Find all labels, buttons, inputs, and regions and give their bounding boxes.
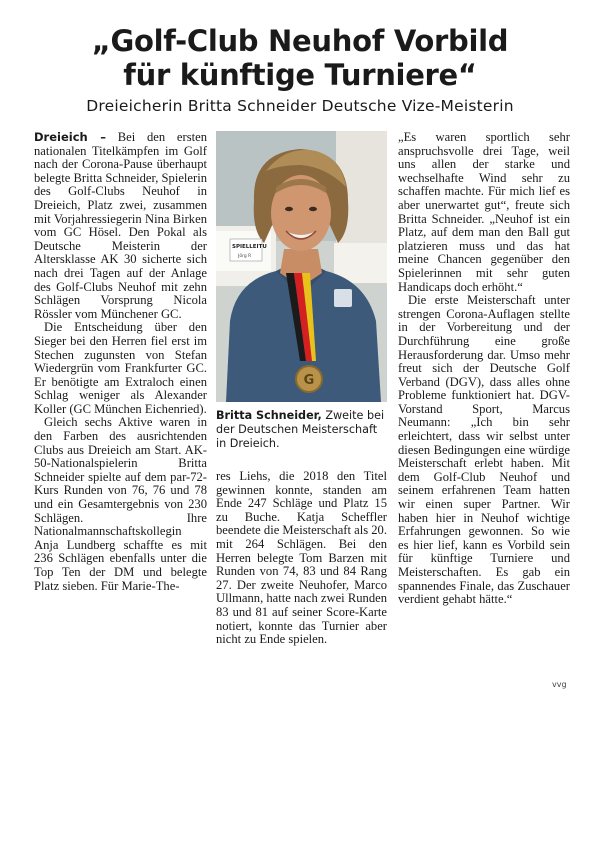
badge-text: SPIELLEITU: [232, 244, 267, 250]
dateline: Dreieich –: [34, 130, 107, 144]
headline-line-1: „Golf-Club Neuhof Vorbild: [91, 24, 509, 58]
badge-text-2: Jörg R: [238, 254, 252, 259]
photo-britta-schneider: [216, 131, 387, 402]
svg-text:G: G: [303, 373, 315, 388]
paragraph: res Liehs, die 2018 den Titel gewinnen konnte, standen am Ende 247 Schläge und Platz 15 zu Buche. Katja Scheffler beendete die Meisterschaft als 20. mit 264 Schlägen. Bei den Herren belegte Tom Barzen mit Runden von 74, 83 und 84 Rang 27. Der zweite Neuhofer, Marco Ullmann, hatte nach zwei Runden 83 und 81 auf seiner Score-Karte notiert, konnte das Turnier aber nicht zu Ende spielen.: [216, 469, 388, 647]
article-column-2: [216, 470, 387, 647]
photo-caption: [216, 409, 387, 451]
headline-line-2: für künftige Turniere“: [123, 58, 477, 92]
portrait-illustration: [216, 131, 387, 402]
article-column-3: [398, 131, 570, 607]
headline: [40, 24, 560, 92]
paragraph: Die Entscheidung über den Sieger bei den Herren fiel erst im Stechen zugunsten von Stefan Wiedergrün vom Frankfurter GC. Er benötigte am Extraloch einen Schlag weniger als Alexander Koller (GC München Eichenried).: [34, 320, 207, 416]
article-column-1: [34, 131, 207, 593]
paragraph: „Es waren sportlich sehr anspruchsvolle drei Tage, weil uns allen der starke und wechselhafte Wind sehr zu schaffen machte. Für mich lief es aber unerwartet gut“, freute sich Britta Schneider. „Neuhof ist ein Platz, auf dem man den Ball gut platzieren muss und das hat meine Chancen gegenüber den Spielerinnen mit sehr guten Handicaps doch erhöht.“: [398, 130, 570, 294]
paragraph: [34, 131, 207, 321]
paragraph: Die erste Meisterschaft unter strengen Corona-Auflagen stellte in der Vorbereitung und der Durchführung eine große Herausforderung dar. Umso mehr freut sich der Deutsche Golf Verband (DGV), dass alles ohne Probleme funktioniert hat. DGV-Vorstand Sport, Marcus Neumann: „Ich bin sehr erleichtert, dass wir selbst unter diesen Bedingungen eine würdige Meisterschaft erlebt haben. Mit dem Golf-Club Neuhof und seinem erfahrenen Team hatten wir einen super Partner. Wir haben hier in Neuhof wichtige Erfahrungen gewonnen. So wie es hier lief, kann es Vorbild sein für künftige Turniere und Meisterschaften. Es gab ein spannendes Finale, das Zuschauer verdient gehabt hätte.“: [398, 293, 570, 607]
caption-text: Zweite bei der Deutschen Meisterschaft in Dreieich.: [216, 409, 385, 450]
subheadline: Dreieicherin Britta Schneider Deutsche Vize-Meisterin: [86, 97, 514, 115]
author-credit: vvg: [552, 680, 567, 689]
paragraph: Gleich sechs Aktive waren in den Farben des ausrichtenden Clubs aus Dreieich am Start. AK-50-Nationalspielerin Britta Schneider spielte auf dem par-72-Kurs Runden von 76, 76 und 78 und ein Gesamtergebnis von 230 Schlägen. Ihre Nationalmannschaftskollegin Anja Lundberg schaffte es mit 236 Schlägen ebenfalls unter die Top Ten der DM und belegte Platz sieben. Für Marie-The-: [34, 415, 207, 593]
paragraph-text: Bei den ersten nationalen Titelkämpfen im Golf nach der Corona-Pause überhaupt belegte Britta Schneider, Spielerin des Golf-Clubs Neuhof in Dreieich, Platz zwei, zusammen mit Vorjahressiegerin Nina Birken vom GC Hösel. Den Pokal als Deutsche Meisterin der Altersklasse AK 30 sicherte sich nach drei Tagen auf der Anlage des Golf-Clubs Neuhof mit zehn Schlägen Vorsprung Nicola Rössler vom Münchener GC.: [34, 130, 207, 321]
caption-name: Britta Schneider,: [216, 409, 322, 422]
